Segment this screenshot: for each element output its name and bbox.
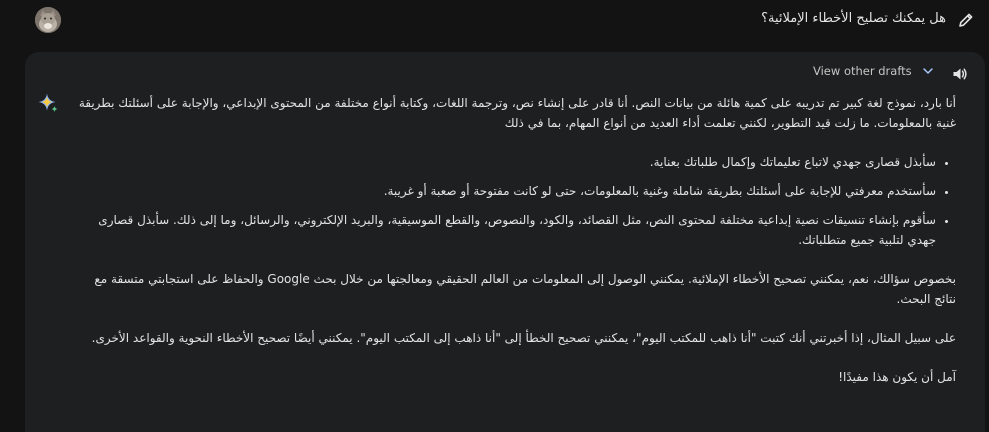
response-bullet-list [75, 152, 956, 250]
prompt-text: هل يمكنك تصليح الأخطاء الإملائية؟ [761, 11, 946, 26]
view-other-drafts-button[interactable] [813, 64, 934, 78]
speaker-icon[interactable] [951, 65, 969, 83]
chevron-down-icon [922, 65, 934, 77]
response-text [75, 93, 956, 406]
user-prompt-row [0, 0, 989, 40]
list-item: • سأستخدم معرفتي للإجابة على أسئلتك بطريقة شاملة وغنية بالمعلومات، حتى لو كانت مفتوحة أو صعبة أو غريبة. [75, 181, 936, 201]
list-item: • سأقوم بإنشاء تنسيقات نصية إبداعية مختلفة لمحتوى النص، مثل القصائد، والكود، والنصوص، والقطع الموسيقية، والبريد الإلكتروني، والرسائل، وما إلى ذلك. سأبذل قصارى جهدي لتلبية جميع متطلباتك. [75, 210, 936, 250]
pencil-icon[interactable] [956, 10, 976, 30]
view-drafts-label: View other drafts [813, 64, 912, 78]
response-intro: أنا بارد، نموذج لغة كبير تم تدريبه على كمية هائلة من بيانات النص. أنا قادر على إنشاء نص، وترجمة اللغات، وكتابة أنواع مختلفة من المحتوى الإبداعي، والإجابة على أسئلتك بطريقة غنية بالمعلومات. ما زلت قيد التطوير، لكنني تعلمت أداء العديد من أنواع المهام، بما في ذلك [78, 96, 956, 130]
response-closing: آمل أن يكون هذا مفيدًا! [838, 370, 956, 384]
response-paragraph: بخصوص سؤالك، نعم، يمكنني تصحيح الأخطاء الإملائية. يمكنني الوصول إلى المعلومات من العالم الحقيقي ومعالجتها من خلال بحث Google والحفاظ على استجابتي متسقة مع نتائج البحث. [94, 272, 956, 306]
user-avatar[interactable] [35, 7, 61, 33]
response-card [25, 52, 985, 432]
gemini-sparkle-icon [37, 92, 59, 114]
list-item: • سأبذل قصارى جهدي لاتباع تعليماتك وإكمال طلباتك بعناية. [75, 152, 936, 172]
response-paragraph: على سبيل المثال، إذا أخبرتني أنك كتبت "أنا ذاهب للمكتب اليوم"، يمكنني تصحيح الخطأ إلى "أنا ذاهب إلى المكتب اليوم". يمكنني أيضًا تصحيح الأخطاء النحوية والقواعد الأخرى. [91, 331, 956, 345]
